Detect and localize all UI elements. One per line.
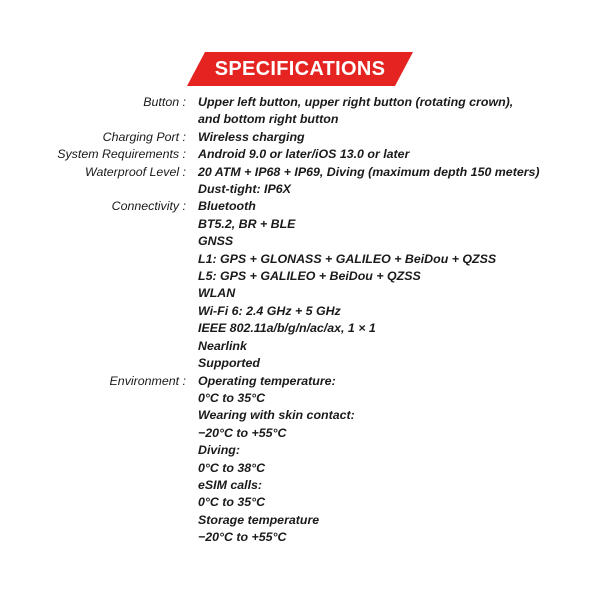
spec-values — [198, 198, 593, 372]
spec-label: Charging Port : — [102, 129, 186, 144]
spec-value-line: Wearing with skin contact: — [198, 408, 355, 423]
spec-row-system-requirements — [0, 146, 600, 163]
page-title: SPECIFICATIONS — [214, 57, 386, 80]
spec-value-line: GNSS — [198, 234, 234, 249]
spec-value-line: Bluetooth — [198, 199, 256, 214]
spec-value-line: 0°C to 35°C — [198, 495, 266, 510]
spec-value-line: 0°C to 35°C — [198, 390, 266, 405]
spec-label: Environment : — [109, 373, 186, 388]
spec-label: Button : — [143, 95, 186, 109]
spec-value-line: IEEE 802.11a/b/g/n/ac/ax, 1 × 1 — [198, 321, 376, 336]
spec-value-line: WLAN — [198, 286, 236, 301]
spec-value-line: Storage temperature — [198, 512, 320, 527]
spec-value-line: Supported — [198, 356, 260, 371]
specifications-list — [0, 94, 600, 547]
spec-value-line: 0°C to 38°C — [198, 460, 266, 475]
spec-value-line: and bottom right button — [198, 112, 339, 127]
spec-values — [198, 373, 593, 547]
spec-row-connectivity — [0, 198, 600, 372]
spec-value-line: Upper left button, upper right button (rotating crown), — [198, 95, 514, 109]
spec-value-line: −20°C to +55°C — [198, 530, 287, 545]
spec-row-charging-port — [0, 129, 600, 146]
spec-value-line: Wireless charging — [198, 129, 305, 144]
spec-label: System Requirements : — [57, 147, 186, 162]
spec-label: Connectivity : — [111, 199, 186, 214]
spec-value-line: Dust-tight: IP6X — [198, 182, 291, 197]
spec-values — [198, 164, 593, 199]
spec-label: Waterproof Level : — [84, 164, 186, 179]
spec-values — [198, 94, 593, 129]
spec-value-line: −20°C to +55°C — [198, 425, 287, 440]
spec-value-line: Diving: — [198, 443, 240, 458]
spec-values — [198, 129, 593, 146]
spec-value-line: Operating temperature: — [198, 373, 336, 388]
spec-row-waterproof-level — [0, 164, 600, 199]
spec-value-line: Android 9.0 or later/iOS 13.0 or later — [198, 147, 410, 162]
specifications-banner — [187, 52, 413, 86]
spec-row-button — [0, 94, 600, 129]
spec-value-line: L1: GPS + GLONASS + GALILEO + BeiDou + QZSS — [198, 251, 497, 266]
spec-value-line: Nearlink — [198, 338, 247, 353]
spec-value-line: BT5.2, BR + BLE — [198, 216, 296, 231]
spec-values — [198, 146, 593, 163]
spec-value-line: Wi-Fi 6: 2.4 GHz + 5 GHz — [198, 303, 341, 318]
spec-value-line: L5: GPS + GALILEO + BeiDou + QZSS — [198, 269, 421, 284]
spec-value-line: 20 ATM + IP68 + IP69, Diving (maximum depth 150 meters) — [198, 164, 540, 179]
spec-value-line: eSIM calls: — [198, 477, 263, 492]
spec-row-environment — [0, 373, 600, 547]
